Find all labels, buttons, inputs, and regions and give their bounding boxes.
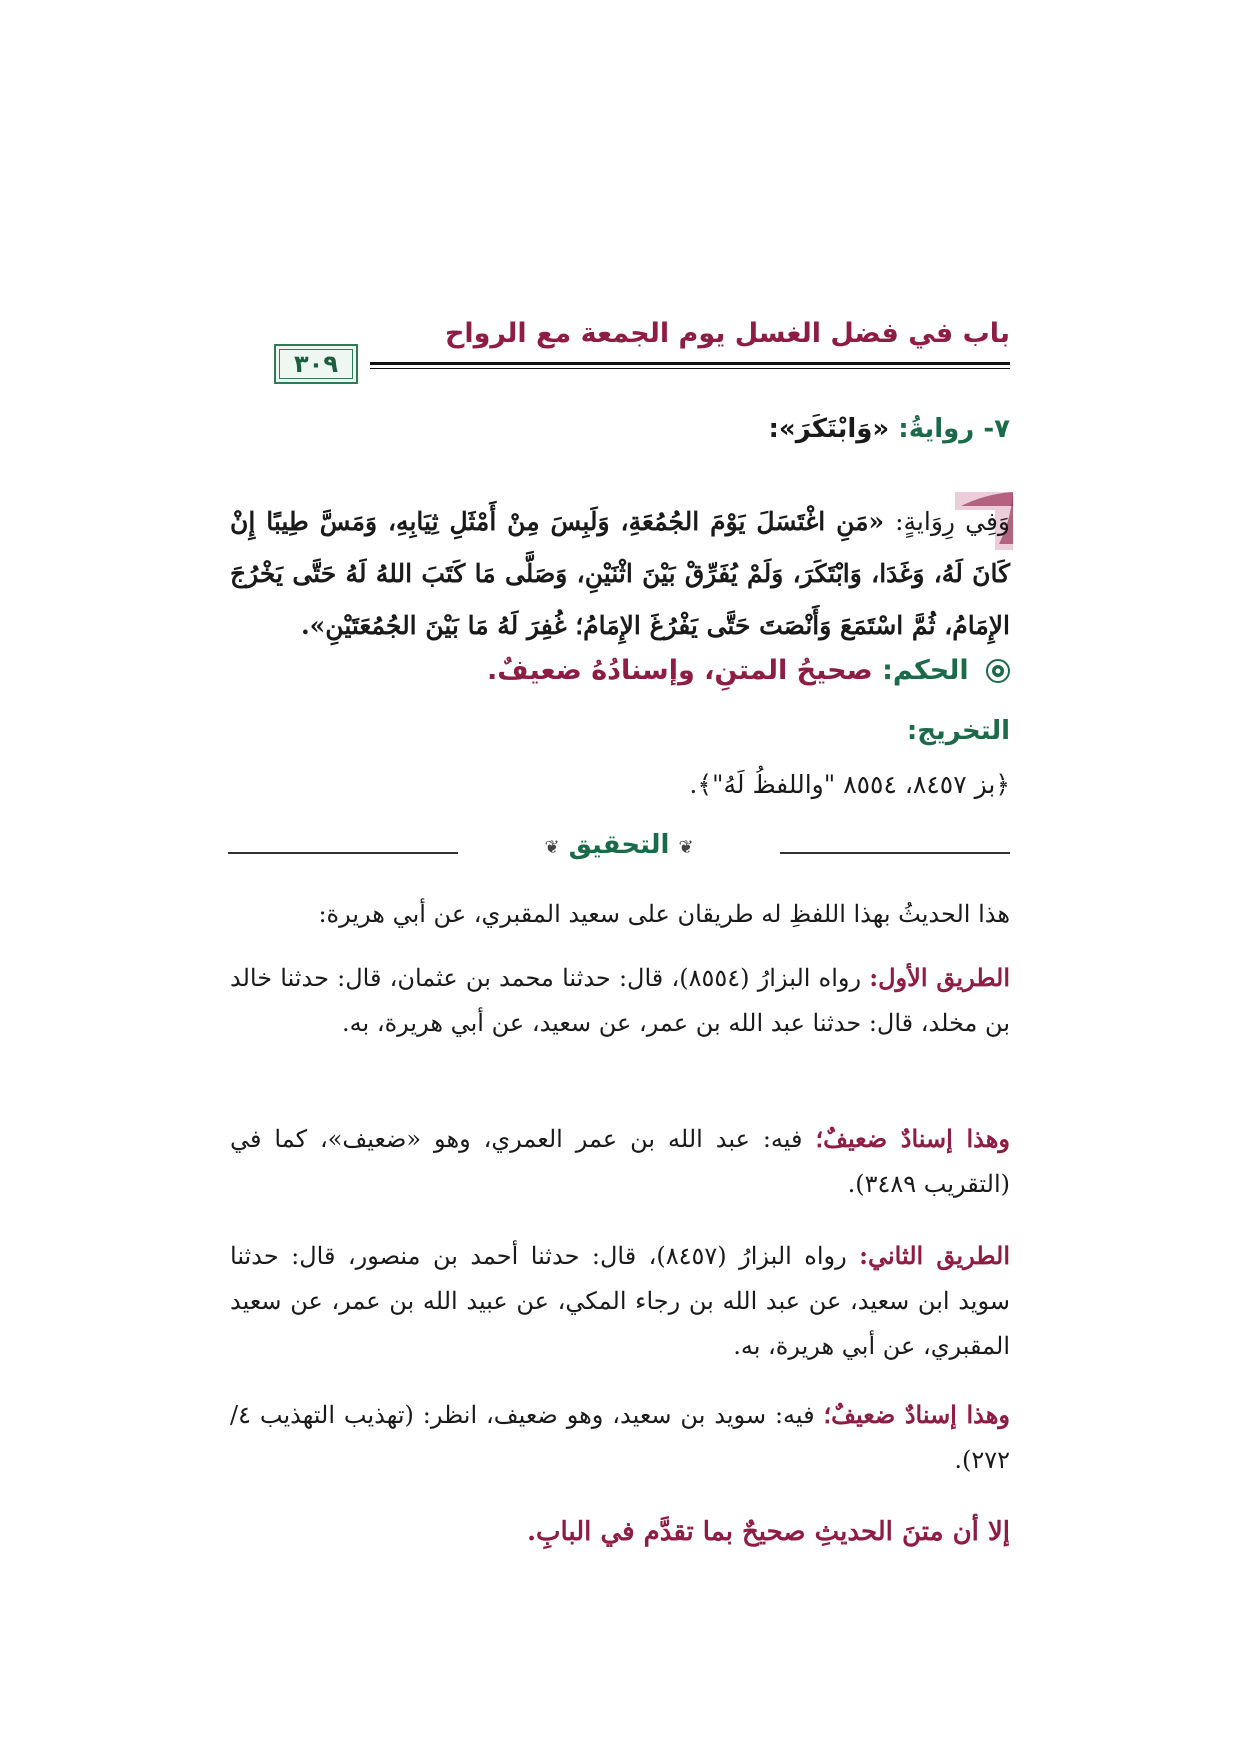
flower-bullet-icon bbox=[986, 659, 1010, 683]
verdict-value: صحيحُ المتنِ، وإسنادُهُ ضعيفٌ. bbox=[487, 655, 873, 686]
hadith-body: «مَنِ اغْتَسَلَ يَوْمَ الجُمُعَةِ، وَلَبِسَ مِنْ أَمْثَلِ ثِيَابِهِ، وَمَسَّ طِيبًا إِنْ كَانَ لَهُ، وَغَدَا، وَابْتَكَرَ، وَلَمْ يُفَرِّقْ بَيْنَ اثْنَيْنِ، وَصَلَّى مَا كَتَبَ اللهُ لَهُ حَتَّى يَخْرُجَ الإِمَامُ، ثُمَّ اسْتَمَعَ وَأَنْصَتَ حَتَّى يَفْرُغَ الإِمَامُ؛ غُفِرَ لَهُ مَا بَيْنَ الجُمُعَتَيْنِ». bbox=[230, 507, 1010, 640]
header-rule-left bbox=[972, 362, 1010, 365]
paragraph-second-assessment bbox=[230, 1392, 1010, 1483]
paragraph-second-route bbox=[230, 1233, 1010, 1369]
page-header bbox=[228, 318, 1010, 390]
second-assessment-text: فيه: سويد بن سعيد، وهو ضعيف، انظر: (تهذيب التهذيب ٤/ ٢٧٢). bbox=[230, 1401, 1010, 1474]
header-rule-left-thin bbox=[972, 368, 1010, 369]
header-rule-thin bbox=[370, 368, 1010, 369]
hadith-text bbox=[230, 496, 1010, 652]
first-assessment-label: وهذا إسنادٌ ضعيفٌ؛ bbox=[815, 1124, 1010, 1153]
section-number: ٧- bbox=[983, 414, 1010, 444]
chapter-title: باب في فضل الغسل يوم الجمعة مع الرواح bbox=[444, 318, 1010, 349]
verdict-label: الحكم: bbox=[882, 655, 969, 686]
verdict bbox=[487, 655, 1010, 686]
takhrij-label: التخريج: bbox=[906, 716, 1010, 746]
tahqiq-divider bbox=[228, 830, 1010, 870]
first-route-label: الطريق الأول: bbox=[869, 963, 1011, 992]
tahqiq-title: التحقيق bbox=[568, 830, 670, 860]
section-heading bbox=[769, 414, 1011, 444]
paragraph-intro: هذا الحديثُ بهذا اللفظِ له طريقان على سعيد المقبري، عن أبي هريرة: bbox=[318, 900, 1010, 928]
section-quote: «وَابْتَكَرَ»: bbox=[768, 414, 890, 444]
second-assessment-label: وهذا إسنادٌ ضعيفٌ؛ bbox=[823, 1400, 1010, 1429]
second-route-label: الطريق الثاني: bbox=[859, 1241, 1010, 1270]
first-assessment-text: فيه: عبد الله بن عمر العمري، وهو «ضعيف»، كما في (التقريب ٣٤٨٩). bbox=[230, 1125, 1010, 1198]
page-number-frame bbox=[274, 344, 358, 384]
ornament-icon: ❦ bbox=[544, 837, 560, 858]
ornament-icon: ❦ bbox=[678, 837, 694, 858]
paragraph-first-assessment bbox=[230, 1116, 1010, 1207]
paragraph-first-route bbox=[230, 955, 1010, 1046]
page-number: ٣٠٩ bbox=[294, 350, 338, 378]
second-route-text: رواه البزارُ (٨٤٥٧)، قال: حدثنا أحمد بن منصور، قال: حدثنا سويد ابن سعيد، عن عبد الله بن رجاء المكي، عن عبيد الله بن عمر، عن سعيد المقبري، عن أبي هريرة، به. bbox=[230, 1242, 1010, 1360]
takhrij-reference: ﴿بز ٨٤٥٧، ٨٥٥٤ "واللفظُ لَهُ"﴾. bbox=[689, 770, 1010, 799]
first-route-text: رواه البزارُ (٨٥٥٤)، قال: حدثنا محمد بن عثمان، قال: حدثنا خالد بن مخلد، قال: حدثنا عبد الله بن عمر، عن سعيد، عن أبي هريرة، به. bbox=[230, 964, 1010, 1037]
hadith-intro: وَفِي رِوَايةٍ: bbox=[895, 507, 1010, 536]
header-rule bbox=[370, 362, 1010, 365]
section-label: روايةُ: bbox=[898, 414, 975, 444]
paragraph-conclusion: إلا أن متنَ الحديثِ صحيحٌ بما تقدَّم في البابِ. bbox=[526, 1517, 1010, 1547]
